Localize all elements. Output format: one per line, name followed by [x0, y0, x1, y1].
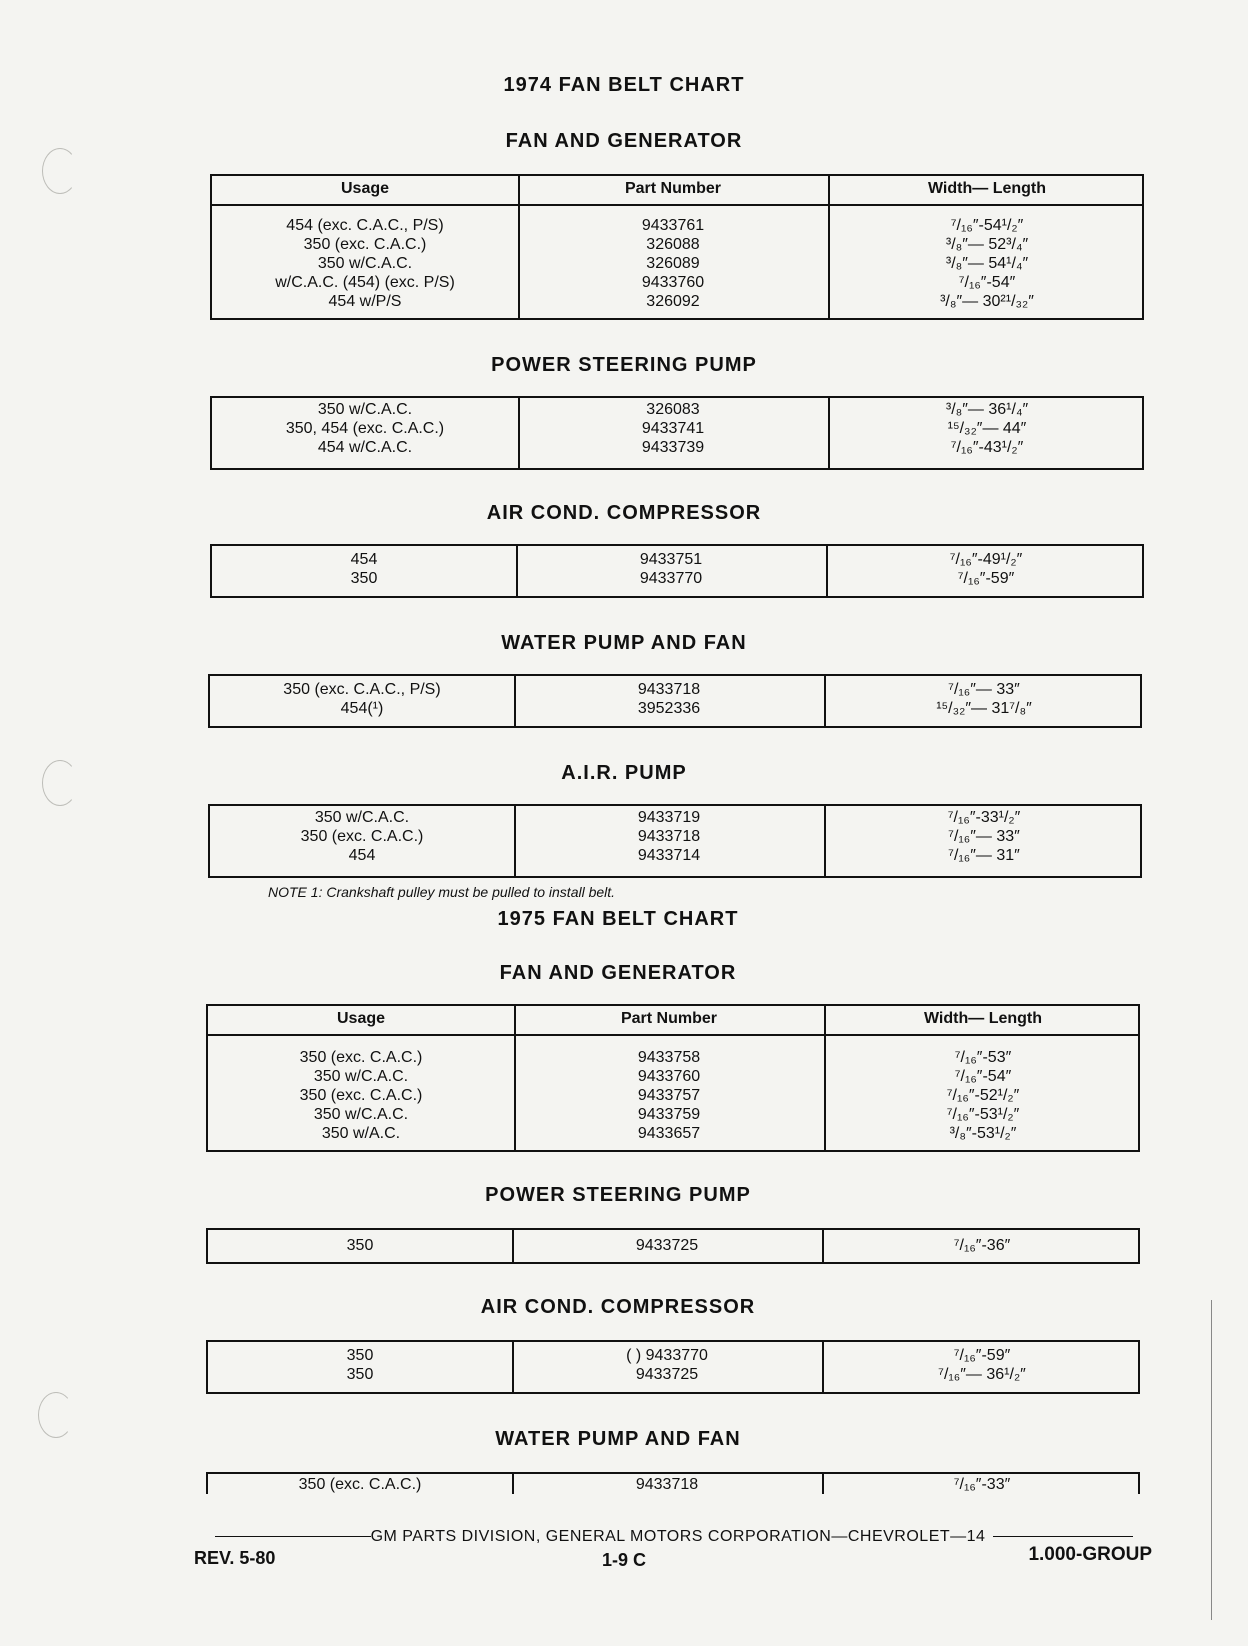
usage-cell: 350 w/C.A.C. — [317, 401, 413, 418]
part-cell: 9433714 — [637, 847, 701, 864]
part-column — [512, 1346, 822, 1384]
size-cell: ⁷/₁₆″-54″ — [954, 1068, 1012, 1085]
part-column — [518, 400, 828, 457]
usage-column — [212, 550, 516, 588]
usage-cell: 350 — [350, 570, 378, 587]
footer-corporation — [198, 1528, 1150, 1546]
group-label: 1.000-GROUP — [1028, 1544, 1152, 1565]
chart-1974-title: 1974 FAN BELT CHART — [503, 74, 745, 96]
part-column — [512, 1236, 822, 1255]
margin-line — [1211, 1300, 1212, 1620]
usage-cell: 350 (exc. C.A.C.) — [298, 1476, 422, 1493]
usage-cell: 350 (exc. C.A.C.) — [299, 1049, 423, 1066]
usage-cell: 350 (exc. C.A.C.) — [299, 1087, 423, 1104]
usage-column — [208, 1346, 512, 1384]
part-cell: 326083 — [646, 401, 700, 418]
part-cell: 9433719 — [637, 809, 701, 826]
usage-column — [208, 1048, 514, 1143]
part-cell: 9433757 — [637, 1087, 701, 1104]
size-cell: ⁷/₁₆″-36″ — [953, 1237, 1011, 1254]
usage-cell: 350 — [346, 1366, 374, 1383]
table-fan-generator-1975 — [206, 1004, 1140, 1152]
section-title: POWER STEERING PUMP — [485, 1184, 751, 1206]
usage-cell: 454 (exc. C.A.C., P/S) — [286, 217, 444, 234]
usage-column — [210, 808, 514, 865]
size-cell: ⁷/₁₆″-49¹/₂″ — [949, 551, 1023, 568]
size-cell: ⁷/₁₆″-33″ — [953, 1476, 1011, 1493]
size-cell: ¹⁵/₃₂″— 44″ — [947, 420, 1027, 437]
section-title: AIR COND. COMPRESSOR — [486, 502, 762, 524]
section-title: AIR COND. COMPRESSOR — [480, 1296, 756, 1318]
usage-cell: 350 w/C.A.C. — [313, 1106, 409, 1123]
size-cell: ⁷/₁₆″-33¹/₂″ — [947, 809, 1021, 826]
section-title: A.I.R. PUMP — [561, 762, 687, 784]
size-cell: ³/₈″-53¹/₂″ — [949, 1125, 1017, 1142]
usage-cell: 350 w/C.A.C. — [313, 1068, 409, 1085]
size-cell: ³/₈″— 52³/₄″ — [945, 236, 1029, 253]
section-title: POWER STEERING PUMP — [491, 354, 757, 376]
part-cell: 326092 — [646, 293, 700, 310]
size-cell: ⁷/₁₆″-59″ — [953, 1347, 1011, 1364]
table-air-cond-1975 — [206, 1340, 1140, 1394]
header-width-length: Width— Length — [927, 180, 1047, 197]
part-cell: 9433718 — [637, 681, 701, 698]
table-air-cond-1974 — [210, 544, 1144, 598]
section-title: WATER PUMP AND FAN — [495, 1428, 741, 1450]
usage-cell: 454 — [348, 847, 376, 864]
part-column — [514, 1048, 824, 1143]
header-part-number: Part Number — [620, 1010, 718, 1027]
usage-column — [208, 1475, 512, 1494]
size-cell: ¹⁵/₃₂″— 31⁷/₈″ — [936, 700, 1032, 717]
usage-column — [208, 1236, 512, 1255]
punch-hole — [42, 148, 78, 194]
part-cell: 3952336 — [637, 700, 701, 717]
part-cell: 9433761 — [641, 217, 705, 234]
size-cell: ⁷/₁₆″— 33″ — [948, 828, 1020, 845]
size-cell: ⁷/₁₆″-54¹/₂″ — [950, 217, 1024, 234]
part-cell: 9433718 — [637, 828, 701, 845]
usage-cell: 350 w/C.A.C. — [314, 809, 410, 826]
part-cell: 9433657 — [637, 1125, 701, 1142]
footer-corp-text: GM PARTS DIVISION, GENERAL MOTORS CORPORATION—CHEVROLET—14 — [370, 1528, 986, 1545]
part-cell: 9433770 — [639, 570, 703, 587]
size-column — [824, 1048, 1142, 1143]
size-cell: ⁷/₁₆″-52¹/₂″ — [946, 1087, 1020, 1104]
header-usage: Usage — [340, 180, 390, 197]
usage-cell: 350 — [346, 1237, 374, 1254]
usage-cell: 454(¹) — [340, 700, 384, 717]
usage-cell: 454 — [350, 551, 378, 568]
header-width-length: Width— Length — [923, 1010, 1043, 1027]
usage-cell: 350 (exc. C.A.C.) — [303, 236, 427, 253]
size-column — [822, 1346, 1142, 1384]
usage-column — [212, 400, 518, 457]
part-cell: 9433741 — [641, 420, 705, 437]
usage-cell: 350 w/A.C. — [321, 1125, 401, 1142]
usage-cell: 454 w/P/S — [328, 293, 402, 310]
footnote: NOTE 1: Crankshaft pulley must be pulled to install belt. — [268, 884, 616, 900]
part-column — [516, 550, 826, 588]
table-air-pump-1974 — [208, 804, 1142, 878]
header-usage: Usage — [336, 1010, 386, 1027]
part-cell: 9433760 — [641, 274, 705, 291]
part-cell: 9433758 — [637, 1049, 701, 1066]
part-cell: 9433725 — [635, 1366, 699, 1383]
part-cell: 9433725 — [635, 1237, 699, 1254]
size-cell: ³/₈″— 36¹/₄″ — [945, 401, 1029, 418]
section-title: FAN AND GENERATOR — [499, 962, 737, 984]
size-cell: ³/₈″— 30²¹/₃₂″ — [940, 293, 1034, 310]
usage-cell: 350 — [346, 1347, 374, 1364]
size-column — [824, 808, 1144, 865]
usage-cell: 350 w/C.A.C. — [317, 255, 413, 272]
usage-column — [212, 216, 518, 311]
size-cell: ⁷/₁₆″-43¹/₂″ — [950, 439, 1024, 456]
size-cell: ³/₈″— 54¹/₄″ — [945, 255, 1029, 272]
usage-cell: 350, 454 (exc. C.A.C.) — [285, 420, 445, 437]
section-title: FAN AND GENERATOR — [505, 130, 743, 152]
usage-cell: 454 w/C.A.C. — [317, 439, 413, 456]
usage-cell: 350 (exc. C.A.C., P/S) — [283, 681, 441, 698]
size-column — [822, 1236, 1142, 1255]
table-water-pump-1974 — [208, 674, 1142, 728]
chart-1975-title: 1975 FAN BELT CHART — [497, 908, 739, 930]
part-column — [518, 216, 828, 311]
part-cell: 9433760 — [637, 1068, 701, 1085]
usage-cell: 350 (exc. C.A.C.) — [300, 828, 424, 845]
size-cell: ⁷/₁₆″-53¹/₂″ — [946, 1106, 1020, 1123]
table-fan-generator-1974 — [210, 174, 1144, 320]
part-cell: 9433759 — [637, 1106, 701, 1123]
size-column — [824, 680, 1144, 718]
table-power-steering-1975 — [206, 1228, 1140, 1264]
part-cell: 326088 — [646, 236, 700, 253]
part-cell: ( ) 9433770 — [626, 1347, 708, 1364]
section-title: WATER PUMP AND FAN — [501, 632, 747, 654]
size-cell: ⁷/₁₆″— 31″ — [948, 847, 1020, 864]
page-number: 1-9 C — [601, 1550, 646, 1570]
part-column — [514, 680, 824, 718]
size-cell: ⁷/₁₆″— 33″ — [948, 681, 1020, 698]
size-column — [828, 400, 1146, 457]
part-cell: 9433718 — [635, 1476, 699, 1493]
table-power-steering-1974 — [210, 396, 1144, 470]
size-cell: ⁷/₁₆″— 36¹/₂″ — [938, 1366, 1026, 1383]
header-part-number: Part Number — [624, 180, 722, 197]
table-water-pump-1975 — [206, 1472, 1140, 1494]
size-cell: ⁷/₁₆″-54″ — [958, 274, 1016, 291]
size-column — [826, 550, 1146, 588]
part-cell: 9433751 — [639, 551, 703, 568]
size-column — [828, 216, 1146, 311]
size-cell: ⁷/₁₆″-53″ — [954, 1049, 1012, 1066]
part-cell: 326089 — [646, 255, 700, 272]
usage-cell: w/C.A.C. (454) (exc. P/S) — [275, 274, 455, 291]
part-column — [512, 1475, 822, 1494]
revision-label: REV. 5-80 — [194, 1548, 276, 1568]
part-column — [514, 808, 824, 865]
size-cell: ⁷/₁₆″-59″ — [957, 570, 1015, 587]
part-cell: 9433739 — [641, 439, 705, 456]
usage-column — [210, 680, 514, 718]
size-column — [822, 1475, 1142, 1494]
